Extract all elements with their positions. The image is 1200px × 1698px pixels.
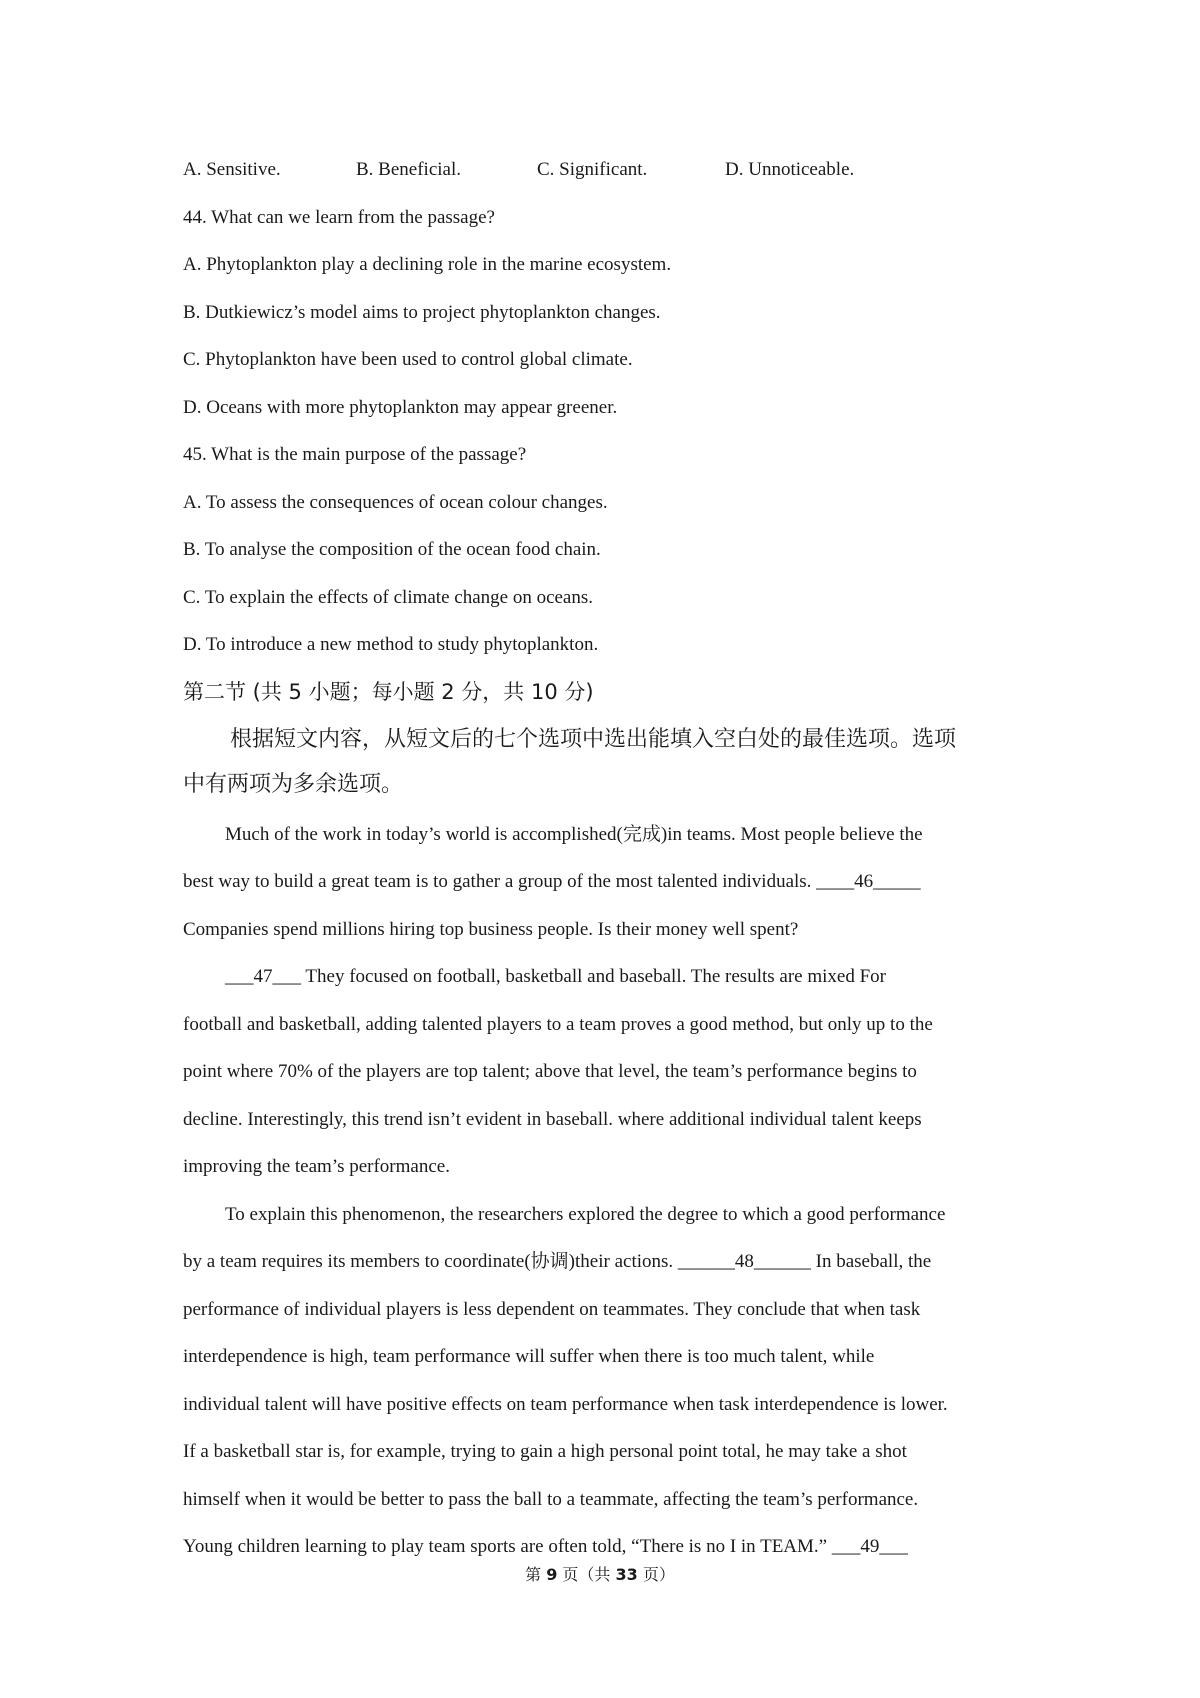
passage-line: himself when it would be better to pass the ball to a teammate, affecting the team’s performance.	[183, 1489, 919, 1510]
passage-line: If a basketball star is, for example, trying to gain a high personal point total, he may take a shot	[183, 1441, 907, 1462]
q45-option-a: A. To assess the consequences of ocean colour changes.	[183, 492, 608, 513]
q45-option-c: C. To explain the effects of climate change on oceans.	[183, 587, 594, 608]
q43-options	[183, 158, 883, 182]
passage-line: To explain this phenomenon, the researchers explored the degree to which a good performance	[225, 1204, 946, 1225]
passage-line: point where 70% of the players are top talent; above that level, the team’s performance begins to	[183, 1061, 917, 1082]
passage-line: Much of the work in today’s world is accomplished(完成)in teams. Most people believe the	[225, 824, 923, 845]
q43-option-a: A. Sensitive.	[183, 159, 281, 180]
q44-stem: 44. What can we learn from the passage?	[183, 207, 495, 228]
page-footer	[0, 1564, 1200, 1586]
passage-line: interdependence is high, team performance will suffer when there is too much talent, while	[183, 1346, 875, 1367]
q43-option-b: B. Beneficial.	[356, 159, 461, 180]
passage-line: performance of individual players is less dependent on teammates. They conclude that when task	[183, 1299, 921, 1320]
section-title: 第二节 (共 5 小题；每小题 2 分，共 10 分)	[183, 680, 594, 704]
footer-total-pages: 33	[615, 1565, 638, 1584]
passage-line: by a team requires its members to coordinate(协调)their actions. ______48______ In baseball, the	[183, 1251, 932, 1272]
q44-option-d: D. Oceans with more phytoplankton may appear greener.	[183, 397, 618, 418]
passage-line: individual talent will have positive effects on team performance when task interdependence is lower.	[183, 1394, 948, 1415]
q45-stem: 45. What is the main purpose of the passage?	[183, 444, 527, 465]
footer-prefix: 第	[525, 1565, 542, 1584]
footer-page-number: 9	[546, 1565, 558, 1584]
q45-option-d: D. To introduce a new method to study phytoplankton.	[183, 634, 599, 655]
q44-option-a: A. Phytoplankton play a declining role in the marine ecosystem.	[183, 254, 672, 275]
instructions-line-1: 根据短文内容，从短文后的七个选项中选出能填入空白处的最佳选项。选项	[230, 727, 957, 752]
q45-option-b: B. To analyse the composition of the ocean food chain.	[183, 539, 601, 560]
q44-option-c: C. Phytoplankton have been used to control global climate.	[183, 349, 633, 370]
passage-line: best way to build a great team is to gather a group of the most talented individuals. ____46_____	[183, 871, 921, 892]
passage-line: decline. Interestingly, this trend isn’t evident in baseball. where additional individual talent keeps	[183, 1109, 922, 1130]
q44-option-b: B. Dutkiewicz’s model aims to project phytoplankton changes.	[183, 302, 661, 323]
footer-suffix: 页）	[642, 1565, 675, 1584]
q43-option-c: C. Significant.	[537, 159, 648, 180]
passage-line: Young children learning to play team sports are often told, “There is no I in TEAM.” ___49___	[183, 1536, 908, 1557]
passage-line: Companies spend millions hiring top business people. Is their money well spent?	[183, 919, 799, 940]
footer-middle: 页（共	[562, 1565, 611, 1584]
passage-line: improving the team’s performance.	[183, 1156, 450, 1177]
passage-line: football and basketball, adding talented players to a team proves a good method, but only up to the	[183, 1014, 933, 1035]
instructions-line-2: 中有两项为多余选项。	[183, 772, 404, 797]
passage-line: ___47___ They focused on football, basketball and baseball. The results are mixed For	[225, 966, 886, 987]
q43-option-d: D. Unnoticeable.	[725, 159, 855, 180]
